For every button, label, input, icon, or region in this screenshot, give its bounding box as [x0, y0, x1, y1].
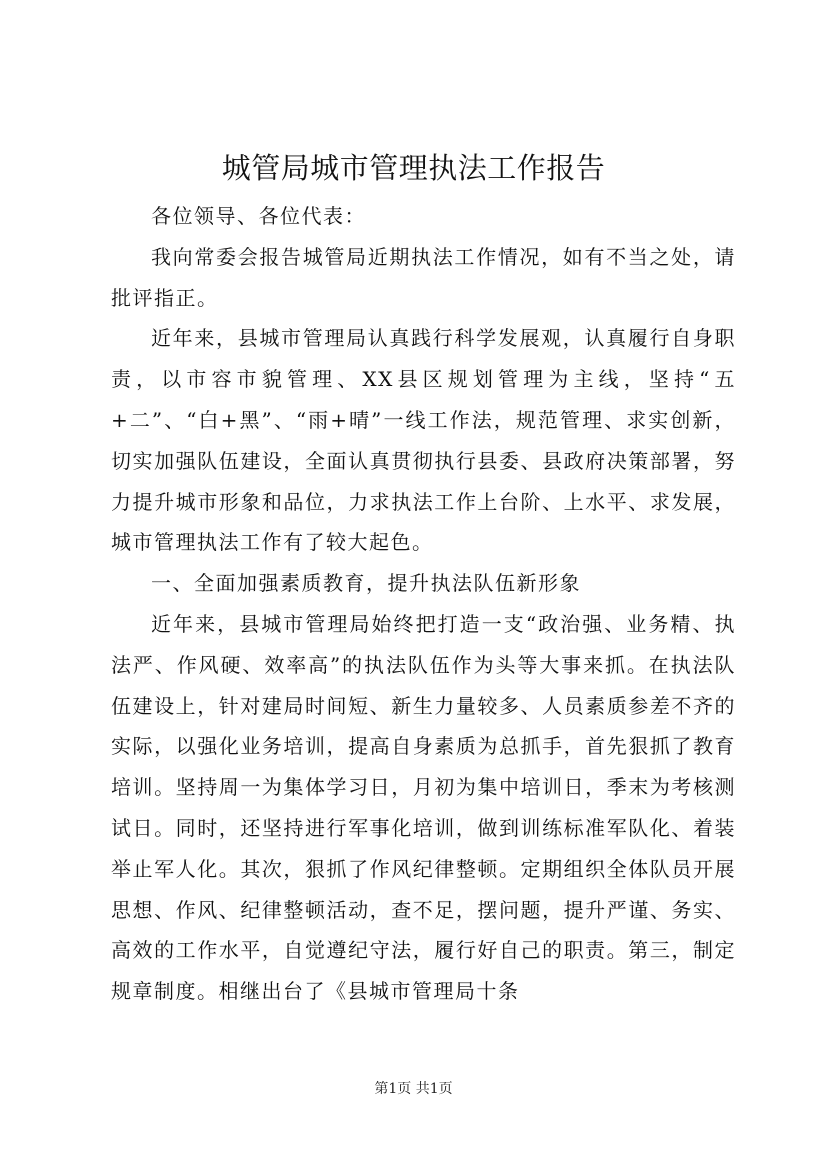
section-body-paragraph: 近年来，县城市管理局始终把打造一支“政治强、业务精、执法严、作风硬、效率高”的执法队伍作为头等大事来抓。在执法队伍建设上，针对建局时间短、新生力量较多、人员素质参差不齐的实际，以强化业务培训，提高自身素质为总抓手，首先狠抓了教育培训。坚持周一为集体学习日，月初为集中培训日，季末为考核测试日。同时，还坚持进行军事化培训，做到训练标准军队化、着装举止军人化。其次，狠抓了作风纪律整顿。定期组织全体队员开展思想、作风、纪律整顿活动，查不足，摆问题，提升严谨、务实、高效的工作水平，自觉遵纪守法，履行好自己的职责。第三，制定规章制度。相继出台了《县城市管理局十条 [111, 611, 736, 1004]
intro-paragraph: 我向常委会报告城管局近期执法工作情况，如有不当之处，请批评指正。 [111, 244, 736, 310]
overview-paragraph: 近年来，县城市管理局认真践行科学发展观，认真履行自身职责，以市容市貌管理、XX县区规划管理为主线，坚持“五+二”、“白+黑”、“雨+晴”一线工作法，规范管理、求实创新，切实加强队伍建设，全面认真贯彻执行县委、县政府决策部署，努力提升城市形象和品位，力求执法工作上台阶、上水平、求发展，城市管理执法工作有了较大起色。 [111, 326, 736, 555]
document-body [111, 196, 736, 1012]
document-title: 城管局城市管理执法工作报告 [221, 151, 606, 185]
page-number-label: 第1页 共1页 [374, 1081, 453, 1097]
section-heading: 一、全面加强素质教育，提升执法队伍新形象 [151, 571, 581, 596]
salutation-paragraph: 各位领导、各位代表： [151, 204, 366, 228]
page-footer [0, 1079, 827, 1099]
